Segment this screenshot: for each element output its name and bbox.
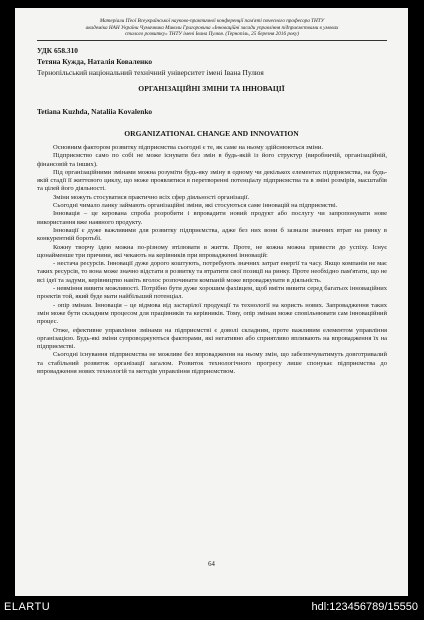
authors-english: Tetiana Kuzhda, Nataliia Kovalenko	[37, 107, 153, 116]
authors-ukrainian: Тетяна Кужда, Наталія Коваленко	[37, 57, 153, 66]
paragraph: Сьогодні існування підприємства не можливе без впровадження на ньому змін, що забезпечуватимуть довготривалий та стабільний розвиток організації загалом. Розвиток технологічного прогресу лише спонукає підприємства до впровадження нових технологій та методів управління підприємством.	[37, 351, 387, 376]
repository-footer	[0, 596, 424, 620]
paragraph: Інновації є дуже важливими для розвитку підприємства, адже без них вони б зазнали значних втрат на ринку в конкурентній боротьбі.	[37, 226, 387, 243]
header-line-3: сталого розвитку» ТНТУ імені Івана Пулюя. (Тернопіль, 25 березня 2016 року)	[125, 31, 299, 38]
paragraph: Під організаційними змінами можна розуміти будь-яку зміну в одному чи декількох елементах підприємства, на будь-якій стадії її життєвого циклу, що може проявлятися в перетворенні потенціалу підприємства та в зміні розмірів, масштабів та цілей його діяльності.	[37, 168, 387, 193]
paragraph: Підприємство само по собі не може існувати без змін в будь-якій із його структур (виробничій, організаційній, фінансовій та інших).	[37, 152, 387, 168]
paragraph: Інновація – це керована спроба розробити і впровадити новий продукт або послугу чи запропонувати нове використання вже наявного продукту.	[37, 210, 387, 226]
list-item: - нестача ресурсів. Інновації дуже дорого коштують, потребують значних затрат енергії та часу. Якщо компанія не має таких ресурсів, то вона може значно відстати в розвитку та втратити свої позиції на ринку. Проте необхідно пам'ятати, що не всі ідеї та задуми, керівництво навіть вголос розпочинати компаній може впроваджувати в діяльність.	[37, 260, 387, 284]
repository-name: ELARTU	[4, 601, 51, 613]
list-item: - опір змінам. Інновація – це відмова від застарілої продукції та технології на користь нових. Запровадження таких змін може бути складним процесом для працівників та керівників. Тому, опір змінам може сповільнювати сам інноваційний процес.	[37, 301, 387, 326]
paragraph: Сьогодні чимало ланку займають організаційні зміни, які стосуються саме інновацій на підприємстві.	[53, 202, 338, 210]
paragraph: Зміни можуть стосуватися практично всіх сфер діяльності організації.	[53, 193, 250, 201]
title-english: ORGANIZATIONAL CHANGE AND INNOVATION	[124, 129, 299, 138]
paragraph: Кожну творчу ідею можна по-різному втілювати в життя. Проте, не кожна можна привести до успіху. Існує щонайменше три причини, які чекають на керівників при впровадженні інновацій:	[37, 243, 387, 259]
paragraph: Основним фактором розвитку підприємства сьогодні є те, як саме на ньому здійснюються зміни.	[53, 144, 323, 151]
document-page	[15, 8, 408, 596]
header-line-1: Матеріали ІТеої Всеукраїнської науково-практичної конференції пам'яті почесного професора ТНТУ	[99, 18, 325, 24]
header-line-2: академіка НАН України Чумачника Миколи Григоровича «Інноваційні засади управління підприємствами в умовах	[85, 24, 339, 31]
paragraph: Отже, ефективне управління змінами на підприємстві є доволі складним, проте важливим елементом управління організацією. Будь-які зміни супроводжуються факторами, які негативно або сприятливо впливають на впровадження їх на підприємстві.	[37, 326, 387, 351]
handle-id: hdl:123456789/15550	[311, 601, 418, 613]
affiliation: Тернопільський національний технічний університет імені Івана Пулюя	[37, 68, 264, 77]
title-ukrainian: ОРГАНІЗАЦІЙНІ ЗМІНИ ТА ІННОВАЦІЇ	[138, 84, 285, 93]
list-item: - невміння вивити можливості. Потрібно бути дуже хорошим фахівцем, щоб вміти вивити серед багатьох інноваційних проектів той, який буде мати найбільший потенціал.	[37, 285, 387, 301]
udk-code: УДК 658.310	[37, 46, 78, 55]
conference-header	[37, 18, 387, 41]
article-body	[37, 144, 387, 376]
page-number: 64	[208, 561, 215, 568]
